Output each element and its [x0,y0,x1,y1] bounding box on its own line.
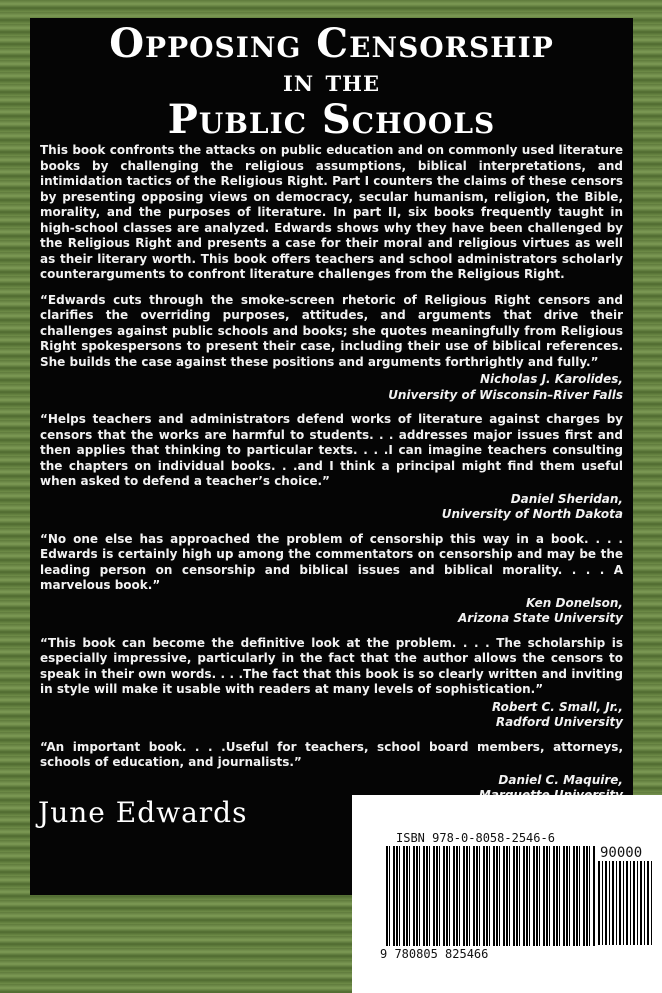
endorsement-quote [40,740,623,804]
title-line-3: Public Schools [167,96,496,143]
endorsement-quote [40,293,623,404]
cover-panel [30,18,633,895]
barcode-icon [386,846,596,946]
quote-text: “An important book. . . .Useful for teachers, school board members, attorneys, schools of education, and journalists.” [40,739,623,769]
attribution-name: Robert C. Small, Jr., [492,699,623,714]
price-barcode-icon [598,861,654,945]
quote-attribution [40,596,623,627]
attribution-affiliation: Arizona State University [458,611,623,625]
attribution-affiliation: Radford University [495,715,623,729]
quote-text: “This book can become the definitive look at the problem. . . . The scholarship is especially impressive, particularly in the fact that the author allows the censors to speak in their own words. . . .The fact that this book is so clearly written and inviting in style will make it usable with readers at many levels of sophistication.” [40,635,623,696]
quote-attribution [40,700,623,731]
quote-attribution [40,492,623,523]
author-name: June Edwards [38,796,248,829]
quote-text: “No one else has approached the problem of censorship this way in a book. . . . Edwards is certainly high up among the commentators on censorship and may be the leading person on censorship and biblical issues and biblical morality. . . . A marvelous book.” [40,531,623,592]
book-description: This book confronts the attacks on public education and on commonly used literature books by challenging the religious assumptions, biblical interpretations, and intimidation tactics of the Religious Right. Part I counters the claims of these censors by presenting opposing views on democracy, secular humanism, religion, the Bible, morality, and the purposes of literature. In part II, six books frequently taught in high-school classes are analyzed. Edwards shows why they have been challenged by the Religious Right and presents a case for their moral and religious virtues as well as their literary worth. This book offers teachers and school administrators scholarly counterarguments to confront literature challenges from the Religious Right. [40,143,623,281]
price-code: 90000 [600,845,643,861]
barcode-label [352,795,662,993]
attribution-name: Nicholas J. Karolides, [479,372,623,386]
endorsement-quote [40,412,623,523]
attribution-name: Daniel Sheridan, [510,491,623,506]
isbn-text: ISBN 978-0-8058-2546-6 [396,831,555,845]
ean-digits: 9 780805 825466 [380,947,489,961]
title-line-2: in the [283,64,380,99]
attribution-name: Daniel C. Maquire, [498,772,623,787]
cover-body [40,143,623,813]
quote-text: “Helps teachers and administrators defend works of literature against charges by censors that the works are harmful to students. . . addresses major issues first and then applies that thinking to particular texts. . . .I can imagine teachers consulting the chapters on individual books. . .and I think a principal might find them useful when asked to defend a teacher’s choice.” [40,412,623,488]
quote-text: “Edwards cuts through the smoke-screen rhetoric of Religious Right censors and clarifies the overriding purposes, attitudes, and arguments that drive their challenges against public schools and books; she quotes meaningfully from Religious Right spokespersons to present their case, including their use of biblical references. She builds the case against these positions and arguments forthrightly and fully.” [40,292,623,369]
attribution-affiliation: University of Wisconsin–River Falls [388,387,623,402]
quote-attribution [40,372,623,403]
endorsement-quote [40,532,623,627]
endorsement-quote [40,636,623,731]
attribution-name: Ken Donelson, [526,595,623,610]
attribution-affiliation: University of North Dakota [441,507,623,521]
title-line-1: Opposing Censorship [109,20,554,67]
